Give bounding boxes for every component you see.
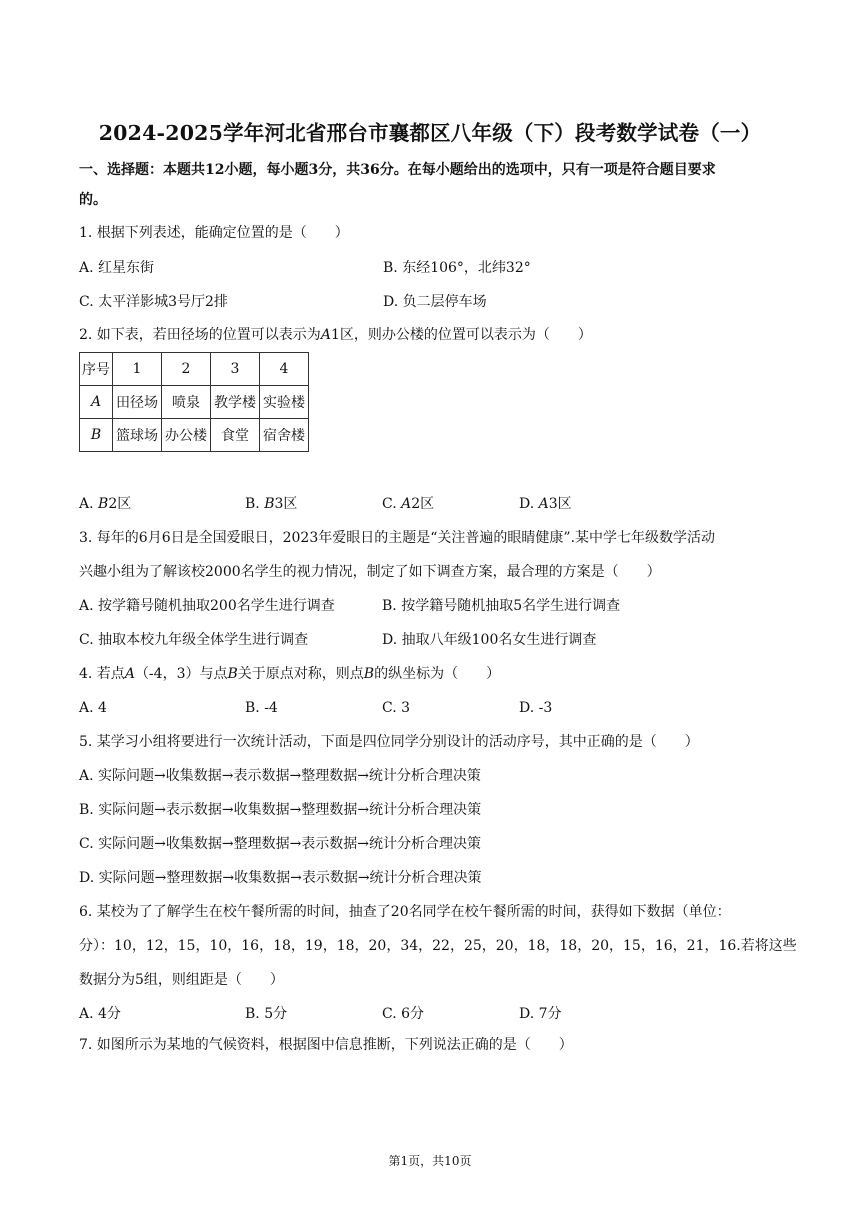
location-table	[79, 352, 309, 452]
table-cell: 宿舍楼	[260, 419, 309, 452]
table-row-label: B	[80, 419, 113, 452]
q3-stem-line2: 兴趣小组为了解该校2000名学生的视力情况，制定了如下调查方案，最合理的方案是（ ）	[79, 564, 661, 580]
q2-option-b-text: 3区	[274, 496, 298, 512]
q6-option-b: B. 5分	[245, 1006, 288, 1022]
q4-option-d: D. -3	[519, 700, 553, 716]
q3-option-a: A. 按学籍号随机抽取200名学生进行调查	[79, 598, 335, 614]
q2-option-b-letter: B.	[245, 496, 265, 512]
section-heading-line1: 一、选择题：本题共12小题，每小题3分，共36分。在每小题给出的选项中，只有一项是符合题目要求	[79, 162, 716, 178]
q2-option-c-letter: C.	[382, 496, 402, 512]
q6-stem-line2: 分）：10，12，15，10，16，18，19，18，20，34，22，25，20，18，18，20，15，16，21，16.若将这些	[79, 938, 797, 954]
q5-option-b: B. 实际问题→表示数据→收集数据→整理数据→统计分析合理决策	[79, 802, 482, 818]
table-header-cell: 2	[162, 353, 211, 386]
q2-option-b-var: B	[264, 496, 275, 512]
q1-option-a: A. 红星东街	[79, 260, 155, 276]
q4-option-a: A. 4	[79, 700, 107, 716]
q4-point-b: B	[227, 666, 238, 682]
table-cell: 田径场	[113, 386, 162, 419]
q4-point-a: A	[124, 666, 135, 682]
q6-stem-line3: 数据分为5组，则组距是（ ）	[79, 972, 284, 988]
q3-option-d: D. 抽取八年级100名女生进行调查	[382, 632, 597, 648]
q2-option-d-letter: D.	[519, 496, 539, 512]
table-row-label: A	[80, 386, 113, 419]
table-cell: 实验楼	[260, 386, 309, 419]
q1-option-d: D. 负二层停车场	[383, 294, 487, 310]
q6-stem-line1: 6. 某校为了了解学生在校午餐所需的时间，抽查了20名同学在校午餐所需的时间，获得如下数据（单位：	[79, 904, 731, 920]
q1-option-b: B. 东经106°，北纬32°	[383, 260, 531, 276]
q2-option-a-var: B	[98, 496, 109, 512]
q5-stem: 5. 某学习小组将要进行一次统计活动，下面是四位同学分别设计的活动序号，其中正确的是（ ）	[79, 734, 699, 750]
q3-stem-line1: 3. 每年的6月6日是全国爱眼日，2023年爱眼日的主题是“关注普遍的眼睛健康”.某中学七年级数学活动	[79, 530, 716, 546]
q2-option-c-var: A	[401, 496, 412, 512]
q4-point-b: B	[363, 666, 375, 682]
table-cell: 篮球场	[113, 419, 162, 452]
q2-option-d-text: 3区	[548, 496, 572, 512]
q6-option-c: C. 6分	[382, 1006, 425, 1022]
q2-option-c	[382, 494, 434, 514]
q2-stem-text: 2. 如下表，若田径场的位置可以表示为	[79, 327, 321, 343]
q3-option-b: B. 按学籍号随机抽取5名学生进行调查	[382, 598, 621, 614]
page-footer: 第1页，共10页	[388, 1154, 472, 1168]
q7-stem: 7. 如图所示为某地的气候资料，根据图中信息推断，下列说法正确的是（ ）	[79, 1037, 573, 1053]
q2-option-d	[519, 494, 572, 514]
table-header-cell: 3	[211, 353, 260, 386]
table-row	[80, 419, 309, 452]
q2-option-a	[79, 494, 131, 514]
q6-option-d: D. 7分	[519, 1006, 562, 1022]
q4-option-c: C. 3	[382, 700, 411, 716]
q1-stem: 1. 根据下列表述，能确定位置的是（ ）	[79, 225, 349, 241]
section-heading-line2: 的。	[79, 192, 107, 208]
q4-option-b: B. -4	[245, 700, 278, 716]
q3-option-c: C. 抽取本校九年级全体学生进行调查	[79, 632, 309, 648]
q2-option-b	[245, 494, 297, 514]
q4-stem-text: 4. 若点	[79, 666, 125, 682]
table-header-cell: 1	[113, 353, 162, 386]
q5-option-c: C. 实际问题→收集数据→整理数据→表示数据→统计分析合理决策	[79, 836, 482, 852]
table-cell: 食堂	[211, 419, 260, 452]
table-header-cell: 4	[260, 353, 309, 386]
q2-stem-text-end: 1区，则办公楼的位置可以表示为（ ）	[330, 327, 592, 343]
q2-option-d-var: A	[538, 496, 549, 512]
q2-stem	[79, 325, 592, 345]
q4-stem-text: （-4，3）与点	[134, 666, 228, 682]
q2-option-a-text: 2区	[108, 496, 132, 512]
table-cell: 教学楼	[211, 386, 260, 419]
table-cell: 喷泉	[162, 386, 211, 419]
table-header-cell: 序号	[80, 353, 113, 386]
q5-option-a: A. 实际问题→收集数据→表示数据→整理数据→统计分析合理决策	[79, 768, 481, 784]
q4-stem-text: 关于原点对称，则点	[237, 666, 364, 682]
q1-option-c: C. 太平洋影城3号厅2排	[79, 294, 228, 310]
q6-option-a: A. 4分	[79, 1006, 121, 1022]
table-header-row	[80, 353, 309, 386]
table-cell: 办公楼	[162, 419, 211, 452]
table-row	[80, 386, 309, 419]
exam-title: 2024-2025学年河北省邢台市襄都区八年级（下）段考数学试卷（一）	[98, 121, 762, 145]
q2-option-a-letter: A.	[79, 496, 99, 512]
q5-option-d: D. 实际问题→整理数据→收集数据→表示数据→统计分析合理决策	[79, 870, 482, 886]
q2-stem-variable: A	[320, 327, 331, 343]
q2-option-c-text: 2区	[411, 496, 435, 512]
q4-stem	[79, 664, 500, 684]
q4-stem-text: 的纵坐标为（ ）	[374, 666, 501, 682]
